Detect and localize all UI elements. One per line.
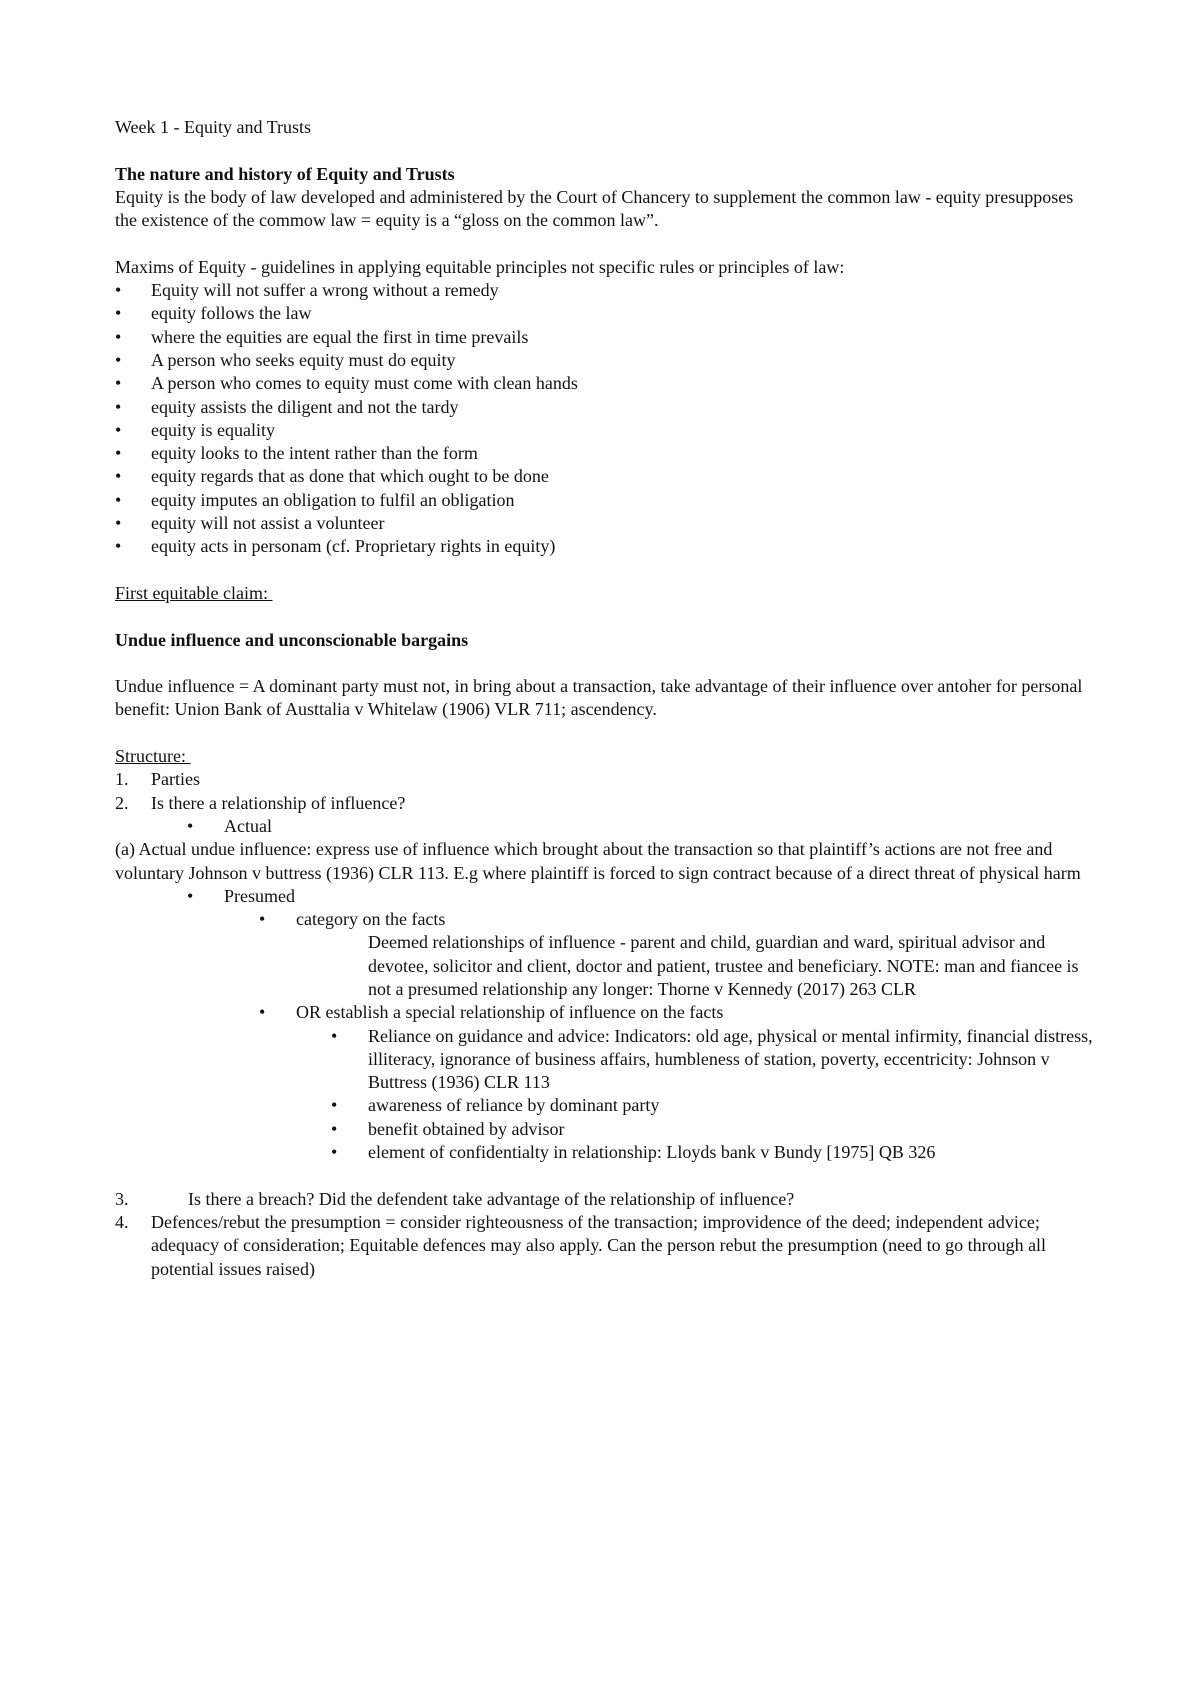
structure-step-3: 3. Is there a breach? Did the defendent take advantage of the relationship of influence? [115,1188,1095,1211]
list-item: • awareness of reliance by dominant party [115,1094,1095,1117]
bullet-marker: • [331,1095,338,1116]
bullet-marker: • [259,909,266,930]
bullet-marker: • [115,303,122,324]
list-item: • equity follows the law [115,302,1095,325]
list-item: • equity regards that as done that which ought to be done [115,465,1095,488]
bullet-marker: • [115,466,122,487]
bullet-marker: • [115,349,122,370]
bullet-marker: • [115,443,122,464]
structure-label: Structure: [115,746,191,767]
list-item-category: • category on the facts [115,908,1095,931]
spacer [115,1164,1095,1187]
spacer [115,559,1095,582]
step-number: 2. [115,792,129,813]
week-title: Week 1 - Equity and Trusts [115,117,312,137]
list-item-special-relationship: • OR establish a special relationship of influence on the facts [115,1001,1095,1024]
bullet-marker: • [259,1002,266,1023]
list-item: • equity looks to the intent rather than the form [115,442,1095,465]
bullet-marker: • [331,1025,338,1046]
list-item-actual: • Actual [115,815,1095,838]
bullet-marker: • [187,815,194,836]
intro-paragraph: Equity is the body of law developed and administered by the Court of Chancery to supplement the common law - equity presupposes the existence of the commow law = equity is a “gloss on the common law”. [115,186,1074,231]
bullet-marker: • [115,373,122,394]
spacer [115,605,1095,628]
list-item-presumed: • Presumed [115,885,1095,908]
spacer [115,652,1095,675]
actual-undue-influence-description: (a) Actual undue influence: express use of influence which brought about the transaction so that plaintiff’s actions are not free and voluntary Johnson v buttress (1936) CLR 113. E.g where plaintiff is forced to sign contract because of a direct threat of physical harm [115,839,1081,883]
list-item: • A person who seeks equity must do equity [115,349,1095,372]
structure-step-4: 4. Defences/rebut the presumption = consider righteousness of the transaction; improvidence of the deed; independent advice; adequacy of consideration; Equitable defences may also apply. Can the person rebut the presumption (need to go through all potential issues raised) [115,1211,1047,1279]
bullet-marker: • [115,396,122,417]
bullet-marker: • [115,326,122,347]
undue-influence-definition: Undue influence = A dominant party must not, in bring about a transaction, take advantage of their influence over antoher for personal benefit: Union Bank of Austtalia v Whitelaw (1906) VLR 711; ascendency. [115,676,1083,720]
bullet-marker: • [115,280,122,301]
document-body [115,116,1095,1281]
bullet-marker: • [115,489,122,510]
bullet-marker: • [187,885,194,906]
bullet-marker: • [115,536,122,557]
spacer [115,722,1095,745]
list-item: • Reliance on guidance and advice: Indicators: old age, physical or mental infirmity, financial distress, illiteracy, ignorance of business affairs, humbleness of station, poverty, eccentricity: Johnson v Buttress (1936) CLR 113 [331,1025,1093,1093]
step-number: 1. [115,769,129,790]
maxims-intro: Maxims of Equity - guidelines in applying equitable principles not specific rules or principles of law: [115,256,845,277]
list-item: • where the equities are equal the first in time prevails [115,326,1095,349]
bullet-marker: • [115,419,122,440]
heading-undue-influence: Undue influence and unconscionable bargains [115,629,469,650]
list-item: • equity imputes an obligation to fulfil an obligation [115,489,1095,512]
list-item: • benefit obtained by advisor [115,1118,1095,1141]
spacer [115,139,1095,162]
bullet-marker: • [331,1142,338,1163]
step-number: 4. [115,1211,129,1232]
list-item: • element of confidentialty in relationship: Lloyds bank v Bundy [1975] QB 326 [115,1141,1095,1164]
bullet-marker: • [331,1118,338,1139]
structure-step-2: 2. Is there a relationship of influence? [115,792,1095,815]
deemed-relationships-text: Deemed relationships of influence - parent and child, guardian and ward, spiritual advisor and devotee, solicitor and client, doctor and patient, trustee and beneficiary. NOTE: man and fiancee is not a presumed relationship any longer: Thorne v Kennedy (2017) 263 CLR [368,932,1079,999]
first-equitable-claim-label: First equitable claim: [115,582,273,603]
structure-step-1: 1. Parties [115,768,1095,791]
heading-nature-history: The nature and history of Equity and Trusts [115,163,455,184]
step-number: 3. [115,1188,129,1209]
list-item: • equity is equality [115,419,1095,442]
list-item: • Equity will not suffer a wrong without a remedy [115,279,1095,302]
list-item: • equity will not assist a volunteer [115,512,1095,535]
list-item: • equity assists the diligent and not the tardy [115,396,1095,419]
list-item: • equity acts in personam (cf. Proprietary rights in equity) [115,535,1095,558]
list-item: • A person who comes to equity must come with clean hands [115,372,1095,395]
spacer [115,232,1095,255]
maxims-list [115,279,1095,559]
bullet-marker: • [115,513,122,534]
